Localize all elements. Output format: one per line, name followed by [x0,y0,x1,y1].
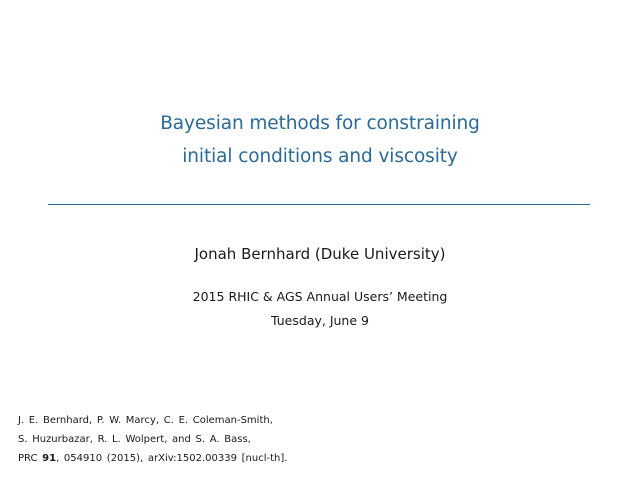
event-info [0,285,640,333]
reference-line-1: J. E. Bernhard, P. W. Marcy, C. E. Coleman-Smith, [18,415,273,426]
author-name: Jonah Bernhard (Duke University) [194,245,446,263]
title-line-1: Bayesian methods for constraining [160,113,480,134]
reference-citation [18,411,438,468]
title-divider [48,204,590,205]
event-name: 2015 RHIC & AGS Annual Users’ Meeting [192,289,448,304]
reference-details: , 054910 (2015), arXiv:1502.00339 [nucl-th]. [56,453,288,464]
reference-line-2: S. Huzurbazar, R. L. Wolpert, and S. A. Bass, [18,434,251,445]
title-line-2: initial conditions and viscosity [182,146,458,167]
reference-journal: PRC [18,453,38,464]
event-date: Tuesday, June 9 [271,313,369,328]
reference-line-3 [18,449,438,468]
reference-volume: 91 [42,453,57,464]
slide-title [0,107,640,173]
